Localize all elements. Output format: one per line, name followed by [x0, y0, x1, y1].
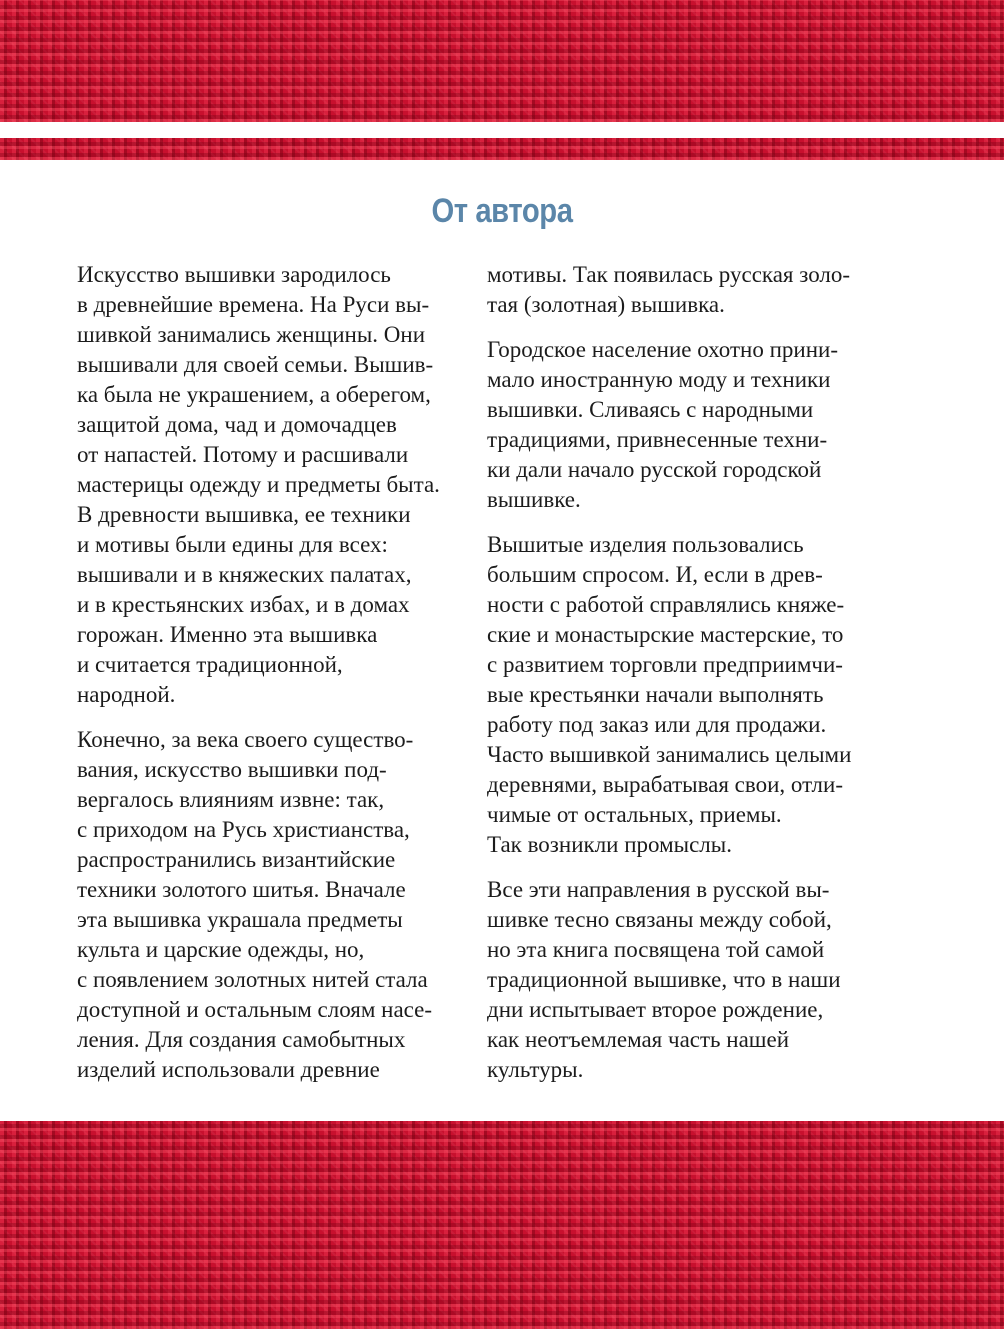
- text-line: ки дали начало русской городской: [487, 457, 822, 482]
- text-line: работу под заказ или для продажи.: [487, 712, 827, 737]
- text-line: мастерицы одежду и предметы быта.: [77, 472, 440, 497]
- text-line: и в крестьянских избах, и в домах: [77, 592, 410, 617]
- fabric-strip-top: [0, 138, 1004, 160]
- paragraph: [487, 335, 877, 515]
- text-line: вышивки. Сливаясь с народными: [487, 397, 814, 422]
- text-line: тая (золотная) вышивка.: [487, 292, 725, 317]
- text-line: Искусство вышивки зародилось: [77, 262, 391, 287]
- text-line: ления. Для создания самобытных: [77, 1027, 406, 1052]
- text-line: защитой дома, чад и домочадцев: [77, 412, 397, 437]
- text-line: вергалось влияниям извне: так,: [77, 787, 385, 812]
- text-line: распространились византийские: [77, 847, 396, 872]
- fabric-banner-top: [0, 0, 1004, 122]
- text-line: Все эти направления в русской вы-: [487, 877, 830, 902]
- text-line: с приходом на Русь христианства,: [77, 817, 410, 842]
- text-line: в древнейшие времена. На Руси вы-: [77, 292, 430, 317]
- text-line: с развитием торговли предприимчи-: [487, 652, 843, 677]
- text-line: и мотивы были едины для всех:: [77, 532, 388, 557]
- paragraph: [487, 875, 877, 1085]
- text-line: мотивы. Так появилась русская золо-: [487, 262, 851, 287]
- text-line: деревнями, вырабатывая свои, отли-: [487, 772, 844, 797]
- text-line: от напастей. Потому и расшивали: [77, 442, 409, 467]
- text-line: вышивали для своей семьи. Вышив-: [77, 352, 434, 377]
- text-line: как неотъемлемая часть нашей: [487, 1027, 790, 1052]
- text-line: дни испытывает второе рождение,: [487, 997, 824, 1022]
- text-line: Городское население охотно прини-: [487, 337, 838, 362]
- text-line: Часто вышивкой занимались целыми: [487, 742, 852, 767]
- text-line: В древности вышивка, ее техники: [77, 502, 411, 527]
- text-line: Так возникли промыслы.: [487, 832, 732, 857]
- paragraph: [77, 725, 462, 1085]
- text-line: вышивали и в княжеских палатах,: [77, 562, 412, 587]
- text-line: традициями, привнесенные техни-: [487, 427, 828, 452]
- text-line: доступной и остальным слоям насе-: [77, 997, 433, 1022]
- text-line: вания, искусство вышивки под-: [77, 757, 387, 782]
- text-line: и считается традиционной,: [77, 652, 343, 677]
- text-line: мало иностранную моду и техники: [487, 367, 831, 392]
- paragraph: [487, 260, 877, 320]
- text-line: техники золотого шитья. Вначале: [77, 877, 406, 902]
- text-line: народной.: [77, 682, 176, 707]
- text-column-right: [487, 260, 877, 1100]
- text-line: ка была не украшением, а оберегом,: [77, 382, 431, 407]
- text-line: шивкой занимались женщины. Они: [77, 322, 426, 347]
- text-line: вые крестьянки начали выполнять: [487, 682, 824, 707]
- text-line: изделий использовали древние: [77, 1057, 380, 1082]
- text-column-left: [77, 260, 462, 1100]
- text-line: большим спросом. И, если в древ-: [487, 562, 823, 587]
- text-line: традиционной вышивке, что в наши: [487, 967, 841, 992]
- text-line: культуры.: [487, 1057, 584, 1082]
- text-line: но эта книга посвящена той самой: [487, 937, 825, 962]
- paragraph: [77, 260, 462, 710]
- text-line: Вышитые изделия пользовались: [487, 532, 804, 557]
- text-line: чимые от остальных, приемы.: [487, 802, 782, 827]
- page-title: От автора: [431, 192, 573, 230]
- text-line: с появлением золотных нитей стала: [77, 967, 428, 992]
- text-line: ские и монастырские мастерские, то: [487, 622, 844, 647]
- text-line: Конечно, за века своего существо-: [77, 727, 414, 752]
- text-line: эта вышивка украшала предметы: [77, 907, 403, 932]
- text-line: горожан. Именно эта вышивка: [77, 622, 378, 647]
- text-line: шивке тесно связаны между собой,: [487, 907, 832, 932]
- paragraph: [487, 530, 877, 860]
- text-line: ности с работой справлялись княже-: [487, 592, 845, 617]
- text-line: вышивке.: [487, 487, 581, 512]
- fabric-banner-bottom: [0, 1121, 1004, 1329]
- text-line: культа и царские одежды, но,: [77, 937, 365, 962]
